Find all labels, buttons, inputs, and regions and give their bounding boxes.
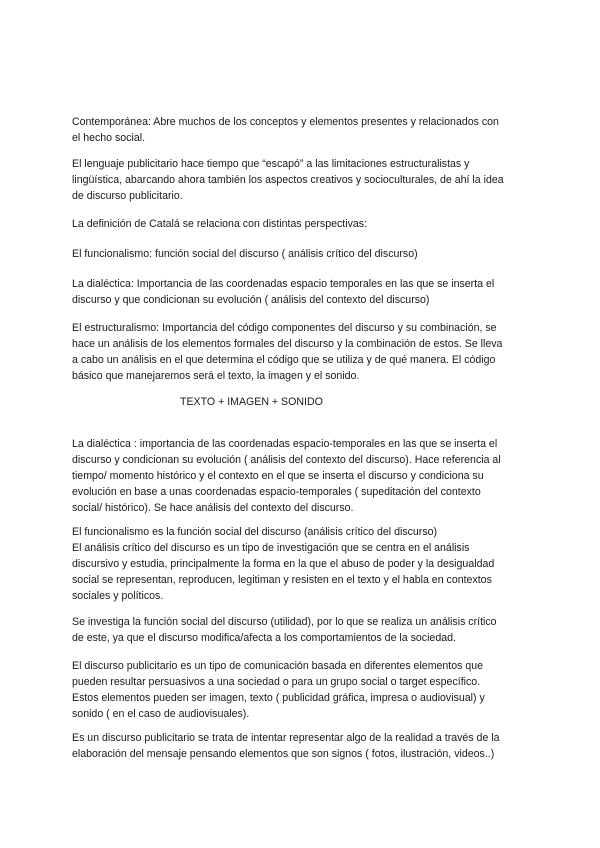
text-line: El estructuralismo: Importancia del código componentes del discurso y su combinación, se bbox=[72, 322, 497, 334]
paragraph-discurso-publicitario bbox=[72, 658, 532, 722]
text-line: tiempo/ momento histórico y el contexto en el que se inserta el discurso y condiciona su bbox=[72, 470, 484, 482]
text-line: sociales y políticos. bbox=[72, 590, 164, 602]
paragraph-representacion-realidad bbox=[72, 730, 532, 762]
paragraph-dialectica-detalle bbox=[72, 436, 532, 516]
text-line: social/ histórico). Se hace análisis del contexto del discurso. bbox=[72, 502, 354, 514]
text-line: básico que manejaremos será el texto, la imagen y el sonido. bbox=[72, 370, 360, 382]
text-line: de este, ya que el discurso modifica/afecta a los comportamientos de la sociedad. bbox=[72, 632, 456, 644]
text-line: Estos elementos pueden ser imagen, texto ( publicidad gráfica, impresa o audiovisual) y bbox=[72, 692, 485, 704]
text-line: La dialéctica : importancia de las coordenadas espacio-temporales en las que se inserta el bbox=[72, 438, 498, 450]
text-line: Se investiga la función social del discurso (utilidad), por lo que se realiza un análisis crítico bbox=[72, 616, 497, 628]
formula-texto-imagen-sonido: TEXTO + IMAGEN + SONIDO bbox=[180, 396, 323, 408]
text-line: El funcionalismo: función social del discurso ( análisis crítico del discurso) bbox=[72, 248, 418, 260]
text-line: El discurso publicitario es un tipo de comunicación basada en diferentes elementos que bbox=[72, 660, 484, 672]
paragraph-funcion-social bbox=[72, 614, 532, 646]
text-line: discurso y que condicionan su evolución ( análisis del contexto del discurso) bbox=[72, 294, 430, 306]
text-line: elaboración del mensaje pensando elementos que son signos ( fotos, ilustración, videos..) bbox=[72, 748, 495, 760]
text-line: discurso y condicionan su evolución ( análisis del contexto del discurso). Hace referencia al bbox=[72, 454, 501, 466]
text-line: El lenguaje publicitario hace tiempo que “escapó” a las limitaciones estructuralistas y bbox=[72, 158, 470, 170]
paragraph-definicion-catala bbox=[72, 216, 532, 232]
text-line: evolución en base a unas coordenadas espacio-temporales ( supeditación del contexto bbox=[72, 486, 481, 498]
paragraph-funcionalismo-detalle bbox=[72, 524, 532, 604]
paragraph-dialectica bbox=[72, 276, 532, 308]
text-line: sonido ( en el caso de audiovisuales). bbox=[72, 708, 250, 720]
text-line: La definición de Catalá se relaciona con distintas perspectivas: bbox=[72, 218, 368, 230]
paragraph-estructuralismo bbox=[72, 320, 532, 384]
paragraph-funcionalismo bbox=[72, 246, 532, 262]
text-line: La dialéctica: Importancia de las coordenadas espacio temporales en las que se inserta el bbox=[72, 278, 495, 290]
text-line: de discurso publicitario. bbox=[72, 190, 183, 202]
text-line: Contemporánea: Abre muchos de los conceptos y elementos presentes y relacionados con bbox=[72, 116, 499, 128]
text-line: social se representan, reproducen, legitiman y resisten en el texto y el habla en contextos bbox=[72, 574, 492, 586]
text-line: discursivo y estudia, principalmente la forma en la que el abuso de poder y la desigualdad bbox=[72, 558, 495, 570]
paragraph-lenguaje-publicitario bbox=[72, 156, 532, 204]
paragraph-contemporanea bbox=[72, 114, 532, 146]
text-line: El análisis crítico del discurso es un tipo de investigación que se centra en el análisis bbox=[72, 542, 470, 554]
text-line: El funcionalismo es la función social del discurso (análisis crítico del discurso) bbox=[72, 526, 438, 538]
text-line: lingüística, abarcando ahora también los aspectos creativos y socioculturales, de ahí la idea bbox=[72, 174, 504, 186]
text-line: hace un análisis de los elementos formales del discurso y la combinación de estos. Se lleva bbox=[72, 338, 503, 350]
text-line: Es un discurso publicitario se trata de intentar representar algo de la realidad a través de la bbox=[72, 732, 500, 744]
text-line: el hecho social. bbox=[72, 132, 146, 144]
text-line: pueden resultar persuasivos a una sociedad o para un grupo social o target específico. bbox=[72, 676, 481, 688]
text-line: a cabo un análisis en el que determina el código que se utiliza y de qué manera. El código bbox=[72, 354, 496, 366]
